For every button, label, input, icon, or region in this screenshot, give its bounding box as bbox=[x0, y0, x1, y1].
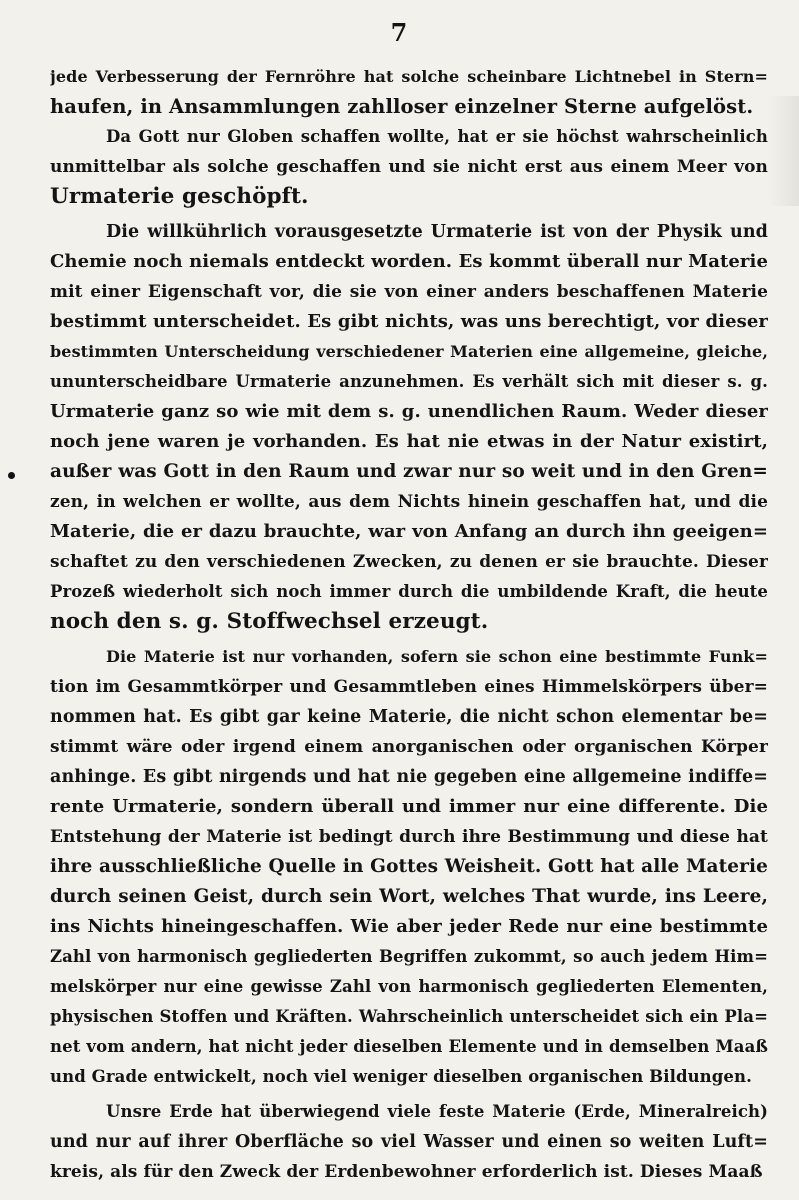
text-line: Urmaterie ganz so wie mit dem s. g. unendlichen Raum. Weder dieser bbox=[50, 401, 768, 422]
text-line: rente Urmaterie, sondern überall und immer nur eine differente. Die bbox=[50, 796, 768, 817]
text-line: Materie, die er dazu brauchte, war von Anfang an durch ihn geeigen= bbox=[50, 521, 768, 542]
text-line: unmittelbar als solche geschaffen und sie nicht erst aus einem Meer von bbox=[50, 157, 768, 177]
text-line: außer was Gott in den Raum und zwar nur so weit und in den Gren= bbox=[50, 461, 768, 482]
text-line: Da Gott nur Globen schaffen wollte, hat er sie höchst wahrscheinlich bbox=[106, 127, 768, 146]
text-line: ins Nichts hineingeschaffen. Wie aber jeder Rede nur eine bestimmte bbox=[50, 916, 768, 937]
text-line: anhinge. Es gibt nirgends und hat nie gegeben eine allgemeine indiffe= bbox=[50, 767, 768, 787]
text-line: haufen, in Ansammlungen zahlloser einzelner Sterne aufgelöst. bbox=[50, 95, 754, 118]
text-line: nommen hat. Es gibt gar keine Materie, die nicht schon elementar be= bbox=[50, 707, 768, 727]
text-line: kreis, als für den Zweck der Erdenbewohner erforderlich ist. Dieses Maaß bbox=[50, 1162, 763, 1182]
text-line: und Grade entwickelt, noch viel weniger dieselben organischen Bildungen. bbox=[50, 1067, 752, 1086]
text-line: net vom andern, hat nicht jeder dieselben Elemente und in demselben Maaß bbox=[50, 1037, 768, 1056]
ink-spot bbox=[8, 472, 15, 479]
text-line: jede Verbesserung der Fernröhre hat solche scheinbare Lichtnebel in Stern= bbox=[50, 67, 768, 86]
text-line: Die willkührlich vorausgesetzte Urmaterie ist von der Physik und bbox=[106, 222, 768, 242]
text-line: stimmt wäre oder irgend einem anorganischen oder organischen Körper bbox=[50, 737, 768, 757]
text-line: mit einer Eigenschaft vor, die sie von einer anders beschaffenen Materie bbox=[50, 282, 768, 302]
text-line: schaftet zu den verschiedenen Zwecken, zu denen er sie brauchte. Dieser bbox=[50, 552, 768, 572]
text-line: tion im Gesammtkörper und Gesammtleben eines Himmelskörpers über= bbox=[50, 677, 768, 697]
text-line: durch seinen Geist, durch sein Wort, welches That wurde, ins Leere, bbox=[50, 886, 768, 907]
text-line: Zahl von harmonisch gegliederten Begriffen zukommt, so auch jedem Him= bbox=[50, 947, 768, 966]
text-line: physischen Stoffen und Kräften. Wahrscheinlich unterscheidet sich ein Pla= bbox=[50, 1007, 768, 1026]
text-line: Entstehung der Materie ist bedingt durch ihre Bestimmung und diese hat bbox=[50, 827, 768, 847]
text-line: noch jene waren je vorhanden. Es hat nie etwas in der Natur existirt, bbox=[50, 431, 768, 452]
text-line: Chemie noch niemals entdeckt worden. Es kommt überall nur Materie bbox=[50, 251, 768, 272]
bleed-through-shadow bbox=[769, 96, 799, 206]
text-line: Unsre Erde hat überwiegend viele feste Materie (Erde, Mineralreich) bbox=[106, 1102, 768, 1121]
text-line: melskörper nur eine gewisse Zahl von harmonisch gegliederten Elementen, bbox=[50, 977, 768, 996]
page-number: 7 bbox=[390, 18, 409, 47]
text-line: Die Materie ist nur vorhanden, sofern sie schon eine bestimmte Funk= bbox=[106, 647, 768, 666]
text-line: Urmaterie geschöpft. bbox=[50, 184, 309, 209]
text-line: ununterscheidbare Urmaterie anzunehmen. Es verhält sich mit dieser s. g. bbox=[50, 372, 768, 391]
text-line: ihre ausschließliche Quelle in Gottes Weisheit. Gott hat alle Materie bbox=[50, 856, 768, 877]
text-line: Prozeß wiederholt sich noch immer durch die umbildende Kraft, die heute bbox=[50, 582, 768, 601]
text-line: bestimmten Unterscheidung verschiedener Materien eine allgemeine, gleiche, bbox=[50, 342, 768, 361]
text-line: noch den s. g. Stoffwechsel erzeugt. bbox=[50, 609, 489, 634]
text-line: bestimmt unterscheidet. Es gibt nichts, was uns berechtigt, vor dieser bbox=[50, 311, 768, 332]
text-line: und nur auf ihrer Oberfläche so viel Wasser und einen so weiten Luft= bbox=[50, 1132, 768, 1152]
text-line: zen, in welchen er wollte, aus dem Nichts hinein geschaffen hat, und die bbox=[50, 492, 768, 512]
